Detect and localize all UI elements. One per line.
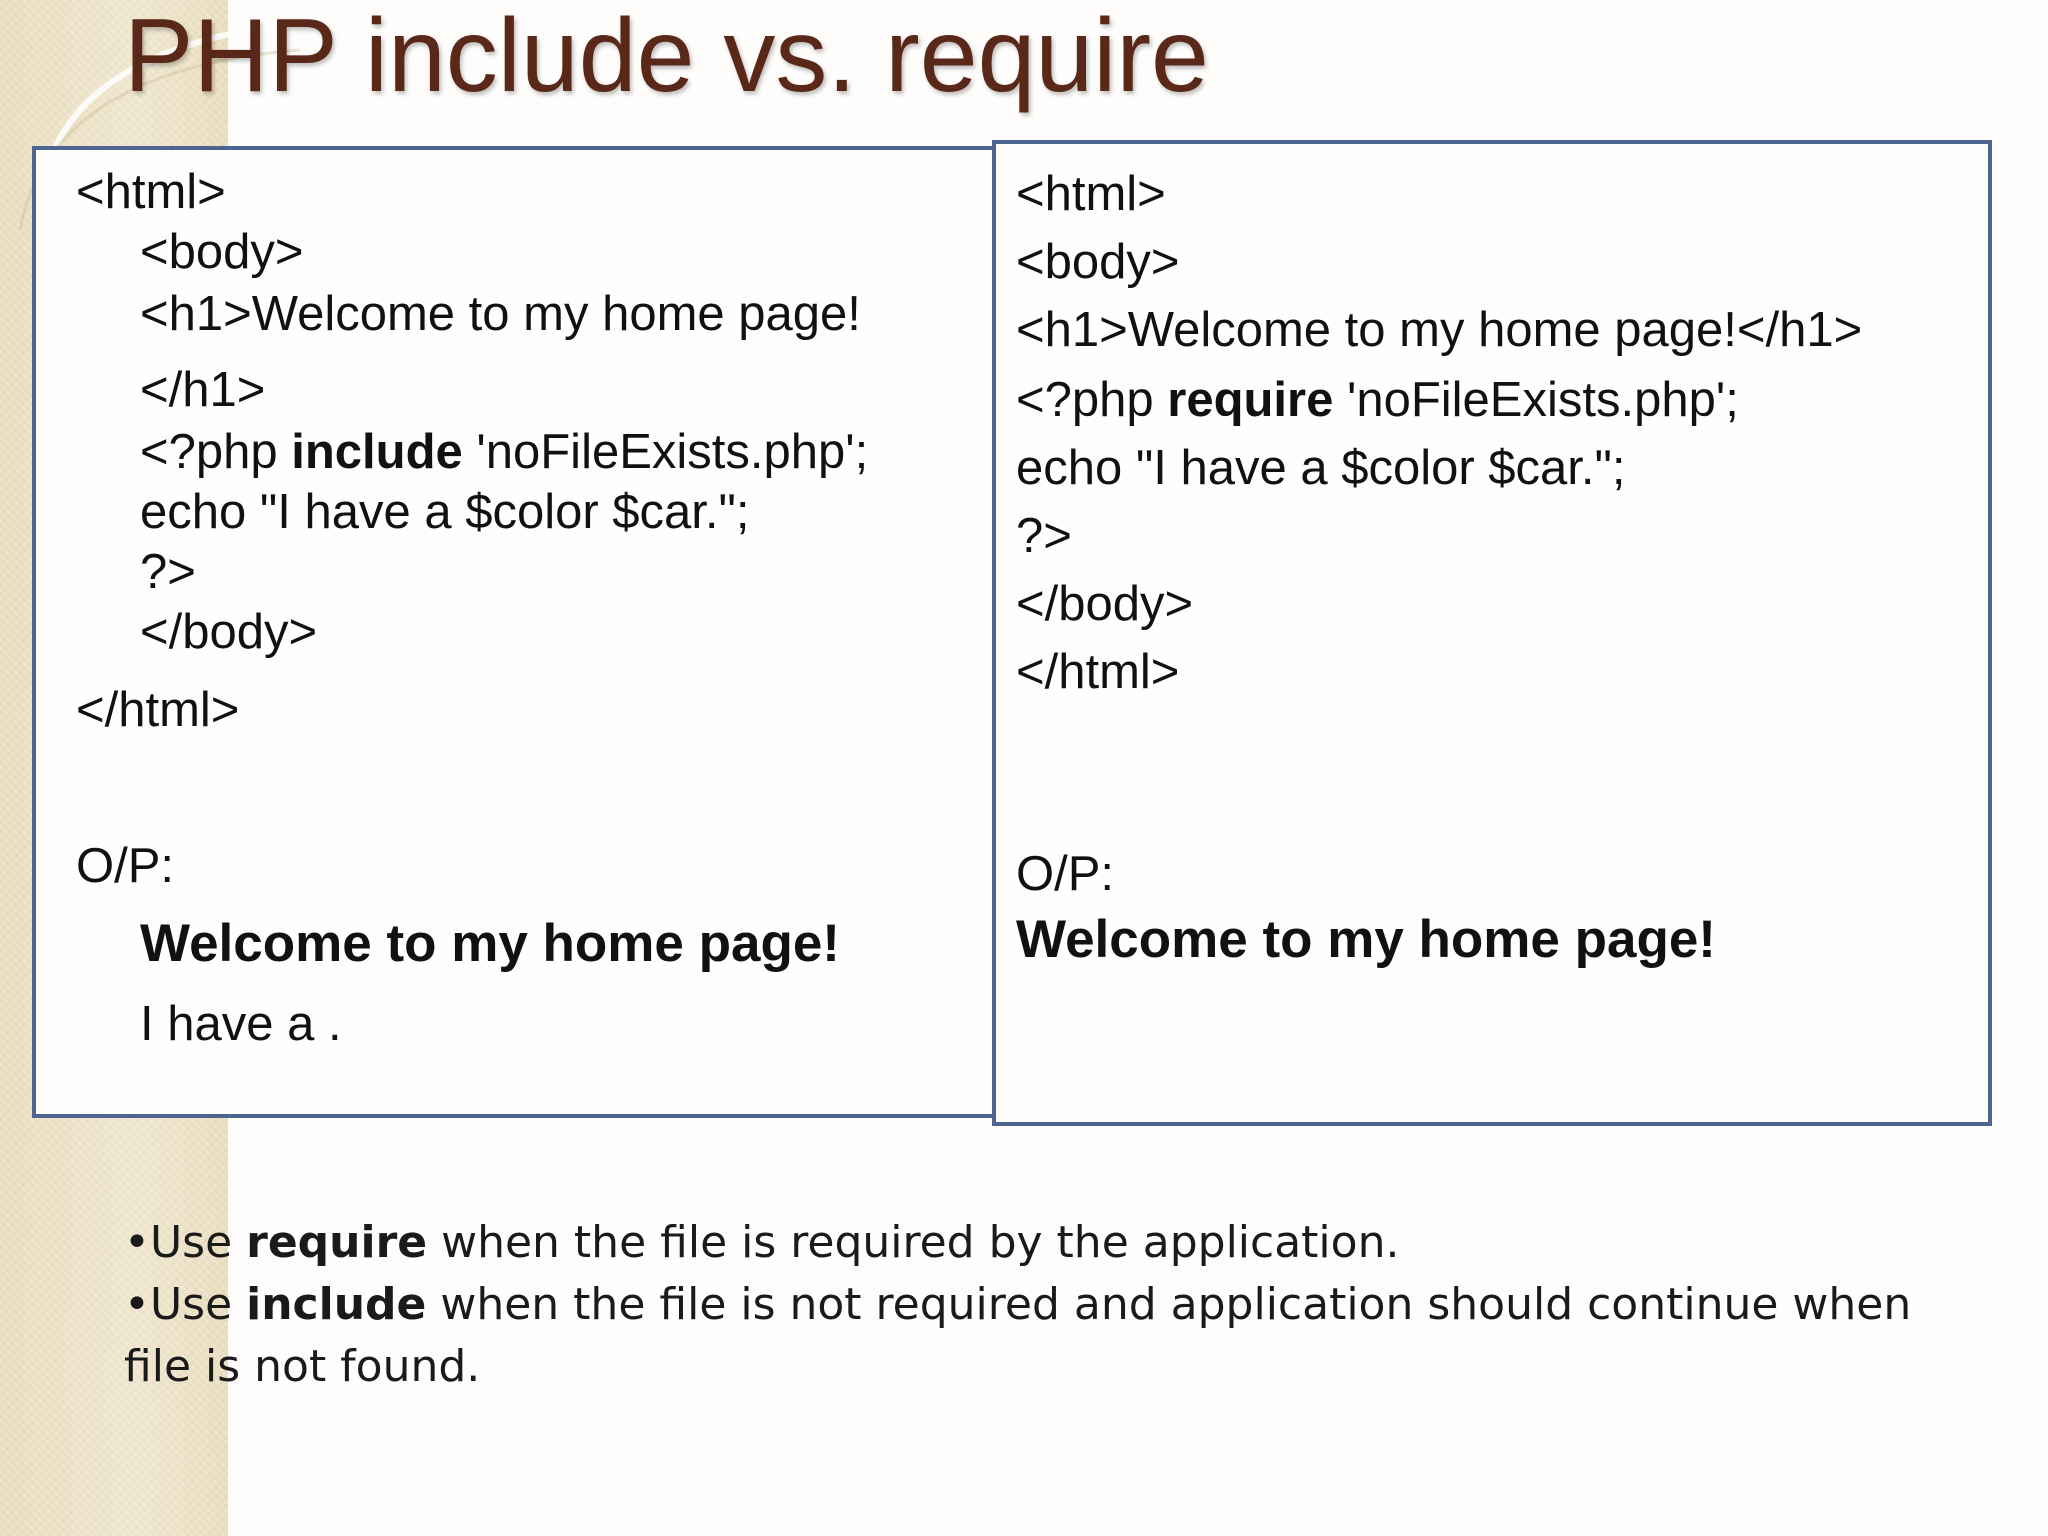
notes-list — [124, 1212, 1944, 1398]
php-include-line — [140, 422, 868, 482]
code-line: </h1> — [140, 363, 266, 417]
php-open-tag: <?php — [140, 425, 292, 479]
code-line: echo "I have a $color $car."; — [1016, 441, 1626, 495]
output-label: O/P: — [1016, 847, 1115, 901]
code-line: </html> — [1016, 645, 1180, 699]
note-text: when the file is required by the application. — [427, 1217, 1400, 1268]
php-require-line — [1016, 370, 1739, 430]
php-filename: 'noFileExists.php'; — [1333, 373, 1739, 427]
code-line: <html> — [76, 165, 226, 219]
bullet-prefix: •Use — [124, 1217, 247, 1268]
output-text: I have a . — [140, 997, 342, 1051]
code-line: <body> — [140, 225, 304, 279]
require-keyword: require — [246, 1217, 428, 1268]
code-line: echo "I have a $color $car."; — [140, 485, 750, 539]
code-line: <h1>Welcome to my home page! — [140, 287, 861, 341]
include-example-box — [32, 146, 1000, 1118]
output-heading: Welcome to my home page! — [1016, 910, 1716, 969]
php-open-tag: <?php — [1016, 373, 1168, 427]
code-line: </html> — [76, 683, 240, 737]
include-keyword: include — [246, 1279, 427, 1330]
note-text: when the file is not required and application should continue when file is not found. — [124, 1279, 1912, 1392]
php-filename: 'noFileExists.php'; — [462, 425, 869, 479]
require-example-box — [992, 140, 1992, 1126]
code-line: </body> — [1016, 577, 1194, 631]
code-line: ?> — [140, 545, 196, 599]
code-line: <h1>Welcome to my home page!</h1> — [1016, 303, 1863, 357]
include-keyword: include — [291, 425, 463, 479]
output-label: O/P: — [76, 839, 175, 893]
code-line: <html> — [1016, 167, 1166, 221]
output-heading: Welcome to my home page! — [140, 914, 840, 973]
note-include — [124, 1274, 1944, 1398]
slide-title: PHP include vs. require — [124, 0, 1209, 114]
code-line: </body> — [140, 605, 318, 659]
bullet-prefix: •Use — [124, 1279, 247, 1330]
code-line: <body> — [1016, 235, 1180, 289]
require-keyword: require — [1167, 373, 1334, 427]
note-require — [124, 1212, 1944, 1274]
code-line: ?> — [1016, 509, 1072, 563]
